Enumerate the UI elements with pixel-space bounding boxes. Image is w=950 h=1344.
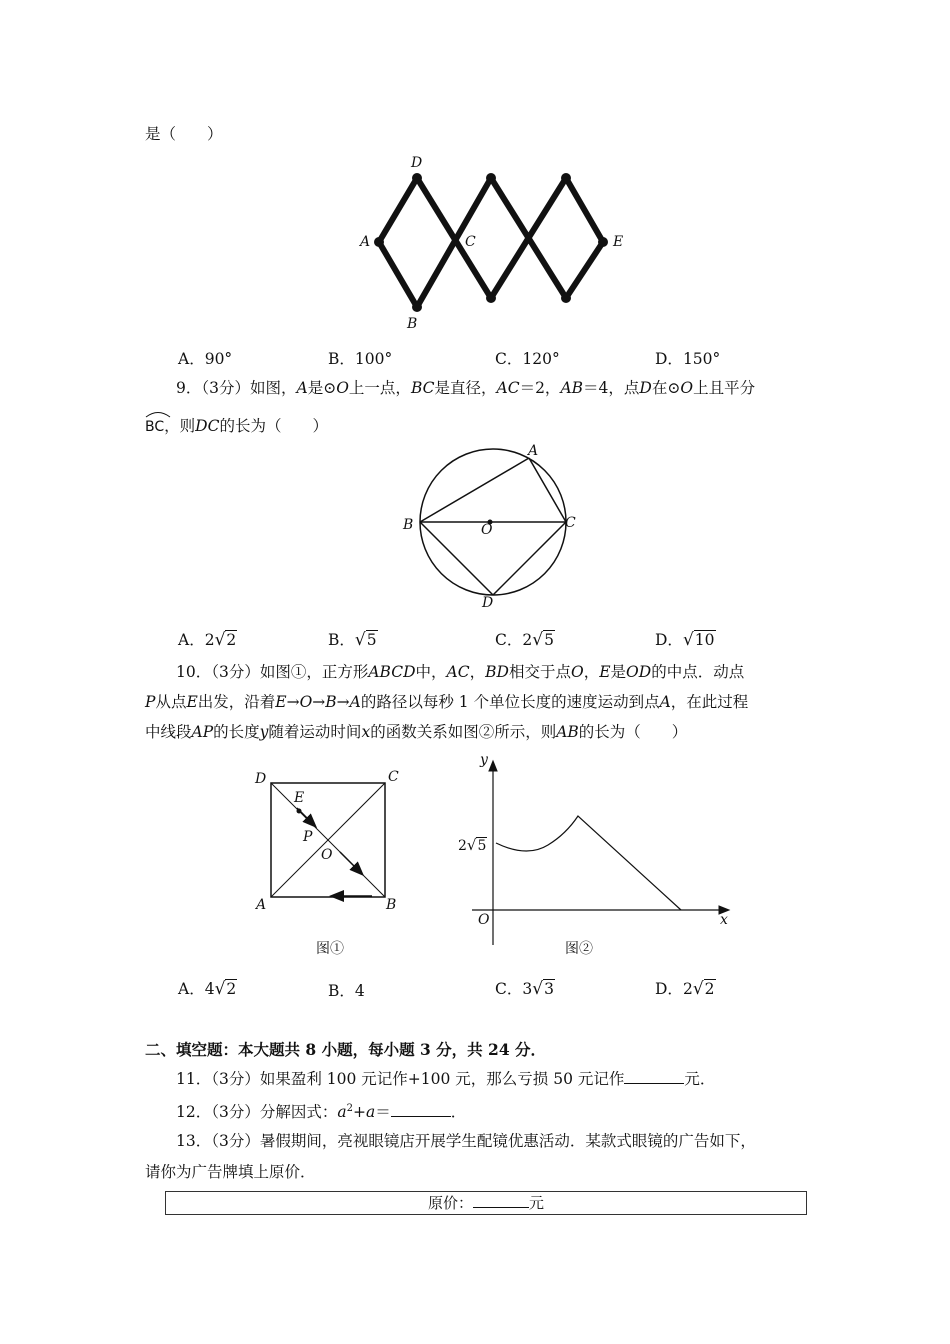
q8-option-c[interactable]: C．120° bbox=[495, 350, 560, 368]
fig2-caption: 图② bbox=[565, 941, 593, 957]
q9-label-o: O bbox=[481, 522, 493, 538]
q8-label-a: A bbox=[360, 234, 371, 250]
q9-option-b[interactable]: B．√5 bbox=[328, 630, 377, 650]
q10-option-c[interactable]: C．3√3 bbox=[495, 979, 554, 999]
fig1-label-d: D bbox=[255, 771, 267, 787]
q12-answer-blank[interactable] bbox=[391, 1102, 451, 1117]
fig1-caption: 图① bbox=[316, 941, 344, 957]
fig1-label-e: E bbox=[294, 790, 305, 806]
fig1-label-o: O bbox=[321, 847, 333, 863]
q8-option-a[interactable]: A．90° bbox=[178, 350, 233, 368]
q10-option-d[interactable]: D．2√2 bbox=[655, 979, 715, 999]
q10-stem-line3: 中线段AP的长度y随着运动时间x的函数关系如图②所示，则AB的长为（ ） bbox=[145, 723, 688, 741]
fig2-y-tick: 2√5 bbox=[458, 836, 487, 854]
q9-option-a[interactable]: A．2√2 bbox=[178, 630, 237, 650]
arc-bc: BC bbox=[145, 416, 164, 437]
q9-stem-line2: BC，则DC的长为（ ） bbox=[145, 416, 328, 437]
fig1-label-a: A bbox=[256, 897, 267, 913]
q8-label-e: E bbox=[613, 234, 624, 250]
fig2-label-o: O bbox=[478, 912, 490, 928]
q10-option-a[interactable]: A．4√2 bbox=[178, 979, 237, 999]
price-blank[interactable] bbox=[473, 1195, 529, 1208]
q10-stem-line2: P从点E出发，沿着E→O→B→A的路径以每秒 1 个单位长度的速度运动到点A，在此过程 bbox=[145, 693, 749, 711]
q8-label-c: C bbox=[465, 234, 476, 250]
price-board-text: 原价： 元 bbox=[427, 1194, 545, 1212]
q12: 12．（3分）分解因式：$a^2+a=$ ． bbox=[176, 1103, 467, 1122]
q8-option-d[interactable]: D．150° bbox=[655, 350, 721, 368]
q9-label-d: D bbox=[482, 595, 494, 611]
q11: 11．（3分）如果盈利 100 元记作+100 元，那么亏损 50 元记作 元． bbox=[176, 1070, 716, 1088]
fig1-label-b: B bbox=[386, 897, 397, 913]
q9-label-a: A bbox=[528, 443, 539, 459]
q8-label-d: D bbox=[411, 155, 423, 171]
fig1-label-p: P bbox=[303, 829, 313, 845]
q10-option-b[interactable]: B．4 bbox=[328, 982, 365, 1000]
fig2-label-x: x bbox=[720, 912, 728, 928]
q9-label-b: B bbox=[403, 517, 414, 533]
fig2-label-y: y bbox=[480, 752, 488, 768]
q13-line1: 13．（3分）暑假期间，亮视眼镜店开展学生配镜优惠活动．某款式眼镜的广告如下， bbox=[176, 1132, 756, 1150]
graph-curve bbox=[496, 816, 681, 910]
q10-stem-line1: 10．（3分）如图①，正方形ABCD中，AC，BD相交于点O，E是OD的中点．动点 bbox=[176, 663, 745, 681]
prev-question-tail: 是（ ） bbox=[145, 125, 223, 143]
section-2-title: 二、填空题：本大题共 8 小题，每小题 3 分，共 24 分． bbox=[145, 1040, 547, 1059]
q8-label-b: B bbox=[407, 316, 418, 332]
q8-option-b[interactable]: B．100° bbox=[328, 350, 393, 368]
q9-option-d[interactable]: D．√10 bbox=[655, 630, 715, 650]
q9-label-c: C bbox=[565, 515, 576, 531]
price-board bbox=[165, 1191, 807, 1215]
fig1-label-c: C bbox=[388, 769, 399, 785]
q13-line2: 请你为广告牌填上原价． bbox=[145, 1163, 316, 1181]
q9-option-c[interactable]: C．2√5 bbox=[495, 630, 554, 650]
q11-answer-blank[interactable] bbox=[624, 1069, 684, 1084]
q9-stem-line1: 9．（3分）如图，A是⊙O上一点，BC是直径，AC＝2，AB＝4，点D在⊙O上且平分 bbox=[176, 379, 756, 397]
